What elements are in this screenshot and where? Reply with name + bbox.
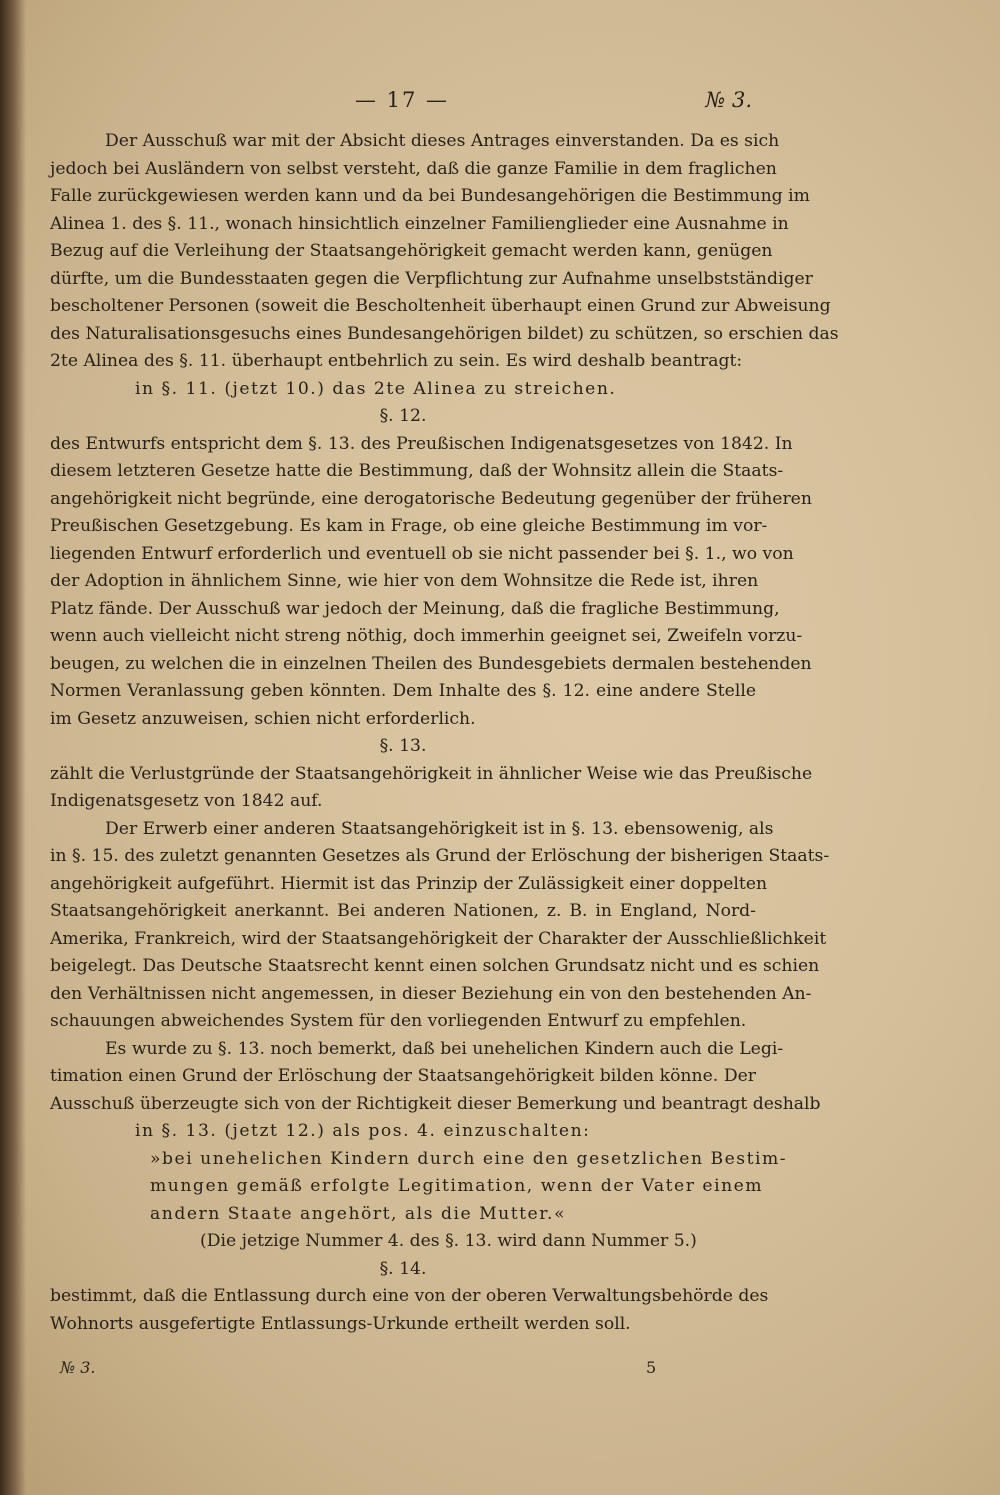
text-line: der Adoption in ähnlichem Sinne, wie hier von dem Wohnsitze die Rede ist, ihren xyxy=(50,571,759,591)
text-line: im Gesetz anzuweisen, schien nicht erforderlich. xyxy=(50,708,476,729)
text-line: Staatsangehörigkeit anerkannt. Bei anderen Nationen, z. B. in England, Nord- xyxy=(50,901,756,921)
text-line: 2te Alinea des §. 11. überhaupt entbehrlich zu sein. Es wird deshalb beantragt: xyxy=(50,351,743,371)
footer-document-number: № 3. xyxy=(60,1358,96,1377)
text-line: Es wurde zu §. 13. noch bemerkt, daß bei unehelichen Kindern auch die Legi- xyxy=(105,1038,784,1059)
body-text xyxy=(50,128,839,1338)
text-line: beugen, zu welchen die in einzelnen Theilen des Bundesgebiets dermalen bestehenden xyxy=(50,653,812,674)
text-line: Ausschuß überzeugte sich von der Richtigkeit dieser Bemerkung und beantragt deshalb xyxy=(50,1093,821,1114)
text-line: Der Ausschuß war mit der Absicht dieses Antrages einverstanden. Da es sich xyxy=(105,131,780,151)
text-line: Preußischen Gesetzgebung. Es kam in Frage, ob eine gleiche Bestimmung im vor- xyxy=(50,516,768,536)
quoted-line: »bei unehelichen Kindern durch eine den gesetzlichen Bestim- xyxy=(150,1148,788,1169)
text-line: timation einen Grund der Erlöschung der Staatsangehörigkeit bilden könne. Der xyxy=(50,1066,756,1086)
motion-line: in §. 13. (jetzt 12.) als pos. 4. einzuschalten: xyxy=(135,1121,591,1141)
quoted-line: andern Staate angehört, als die Mutter.« xyxy=(150,1203,567,1224)
text-line: Platz fände. Der Ausschuß war jedoch der Meinung, daß die fragliche Bestimmung, xyxy=(50,598,780,619)
text-line: in §. 15. des zuletzt genannten Gesetzes als Grund der Erlöschung der bisherigen Staats- xyxy=(50,846,830,866)
section-heading: §. 13. xyxy=(379,736,427,756)
section-heading: §. 14. xyxy=(379,1258,427,1279)
text-line: den Verhältnissen nicht angemessen, in dieser Beziehung ein von den bestehenden An- xyxy=(50,983,812,1004)
text-line: wenn auch vielleicht nicht streng nöthig, doch immerhin geeignet sei, Zweifeln vorzu- xyxy=(50,626,803,646)
text-line: beigelegt. Das Deutsche Staatsrecht kennt einen solchen Grundsatz nicht und es schien xyxy=(50,956,820,976)
section-heading: §. 12. xyxy=(379,406,427,426)
text-line: des Naturalisationsgesuchs eines Bundesangehörigen bildet) zu schützen, so erschien das xyxy=(50,323,839,344)
text-line: Wohnorts ausgefertigte Entlassungs-Urkunde ertheilt werden soll. xyxy=(50,1313,631,1334)
text-line: angehörigkeit aufgeführt. Hiermit ist das Prinzip der Zulässigkeit einer doppelten xyxy=(50,873,768,894)
text-line: Normen Veranlassung geben könnten. Dem Inhalte des §. 12. eine andere Stelle xyxy=(50,681,756,701)
text-line: zählt die Verlustgründe der Staatsangehörigkeit in ähnlicher Weise wie das Preußische xyxy=(50,763,813,784)
text-line: Falle zurückgewiesen werden kann und da bei Bundesangehörigen die Bestimmung im xyxy=(50,186,810,206)
text-line: bescholtener Personen (soweit die Bescholtenheit überhaupt einen Grund zur Abweisung xyxy=(50,296,831,316)
text-line: liegenden Entwurf erforderlich und eventuell ob sie nicht passender bei §. 1., wo von xyxy=(50,543,794,564)
text-line: dürfte, um die Bundesstaaten gegen die Verpflichtung zur Aufnahme unselbstständiger xyxy=(50,268,813,289)
text-line: schauungen abweichendes System für den vorliegenden Entwurf zu empfehlen. xyxy=(50,1011,747,1031)
book-spine-shadow xyxy=(0,0,26,1495)
text-line: angehörigkeit nicht begründe, eine derogatorische Bedeutung gegenüber der früheren xyxy=(50,488,812,509)
text-line: Alinea 1. des §. 11., wonach hinsichtlich einzelner Familienglieder eine Ausnahme in xyxy=(50,213,789,234)
text-line: (Die jetzige Nummer 4. des §. 13. wird dann Nummer 5.) xyxy=(200,1231,697,1251)
footer-sheet-number: 5 xyxy=(646,1358,657,1377)
text-line: Der Erwerb einer anderen Staatsangehörigkeit ist in §. 13. ebensowenig, als xyxy=(105,818,774,839)
text-line: bestimmt, daß die Entlassung durch eine von der oberen Verwaltungsbehörde des xyxy=(50,1286,769,1306)
text-line: Bezug auf die Verleihung der Staatsangehörigkeit gemacht werden kann, genügen xyxy=(50,241,773,261)
text-line: jedoch bei Ausländern von selbst versteht, daß die ganze Familie in dem fraglichen xyxy=(50,158,777,179)
page-header xyxy=(0,88,1000,118)
text-line: des Entwurfs entspricht dem §. 13. des Preußischen Indigenatsgesetzes von 1842. In xyxy=(50,433,793,454)
text-line: Amerika, Frankreich, wird der Staatsangehörigkeit der Charakter der Ausschließlichkeit xyxy=(50,928,827,949)
quoted-line: mungen gemäß erfolgte Legitimation, wenn der Vater einem xyxy=(150,1176,764,1196)
motion-line: in §. 11. (jetzt 10.) das 2te Alinea zu streichen. xyxy=(135,378,617,399)
document-number: № 3. xyxy=(705,88,752,112)
text-line: diesem letzteren Gesetze hatte die Bestimmung, daß der Wohnsitz allein die Staats- xyxy=(50,461,784,481)
page-number: — 17 — xyxy=(354,88,450,112)
text-line: Indigenatsgesetz von 1842 auf. xyxy=(50,791,323,811)
